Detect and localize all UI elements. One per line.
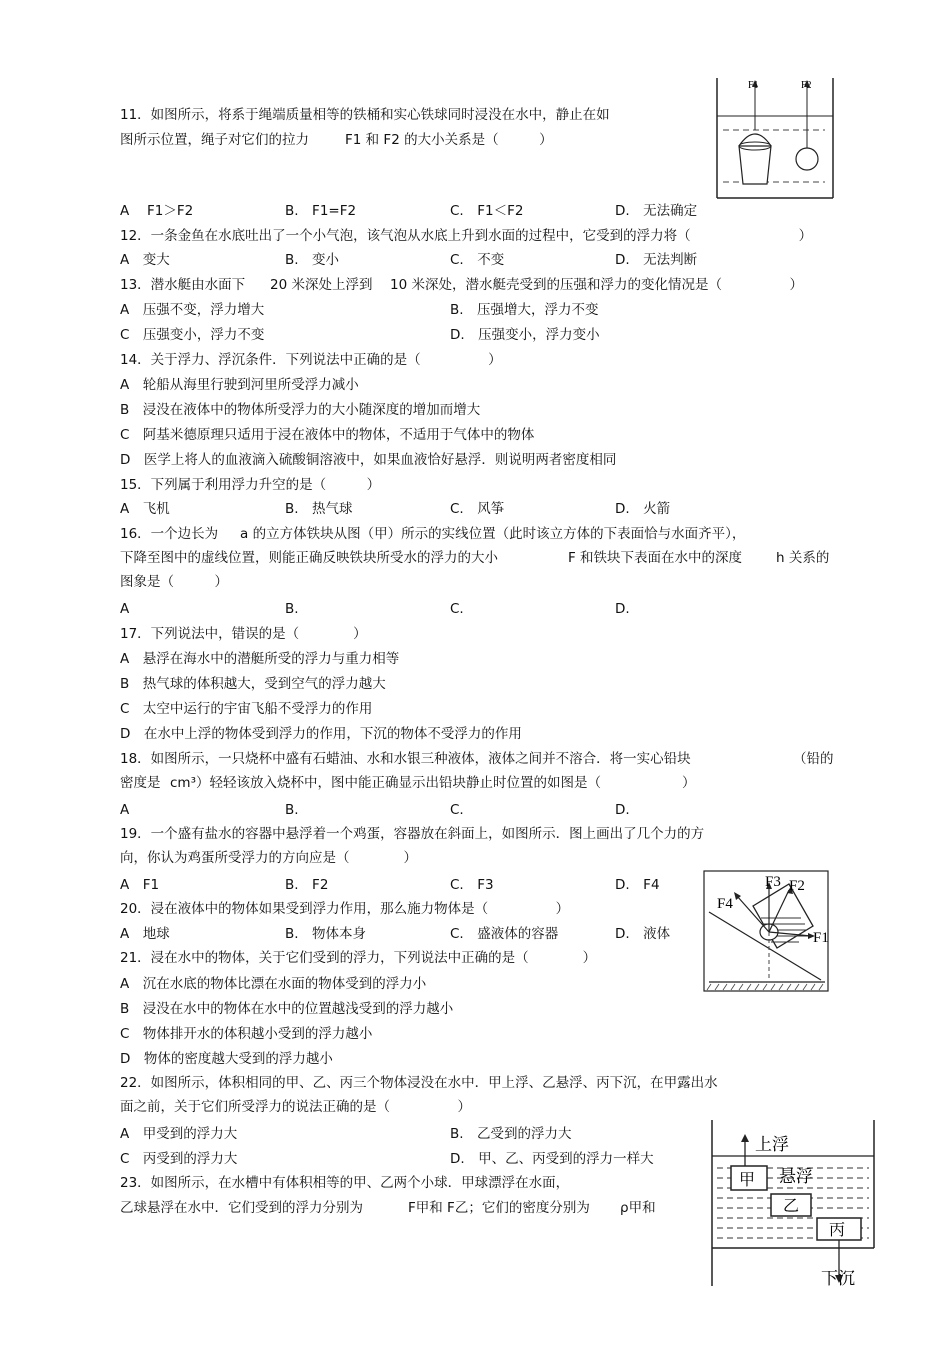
q14-option-a: A 轮船从海里行驶到河里所受浮力减小 — [120, 377, 359, 393]
q22-object-yi-label: 乙 — [783, 1196, 800, 1215]
q22-figure-three-objects-in-water — [709, 1118, 877, 1288]
q18-stem-2a: 密度是 — [120, 775, 161, 791]
q17-option-b: B 热气球的体积越大，受到空气的浮力越大 — [120, 676, 386, 692]
q17-option-c: C 太空中运行的宇宙飞船不受浮力的作用 — [120, 701, 373, 717]
q11-stem-line2a: 图所示位置，绳子对它们的拉力 — [120, 132, 309, 148]
q22-object-jia-label: 甲 — [739, 1170, 756, 1189]
q22-sink-label: 下沉 — [821, 1269, 855, 1288]
q16-stem-2b: F 和铁块下表面在水中的深度 — [568, 550, 743, 566]
q12-option-a: A 变大 — [120, 252, 170, 268]
q22-stem-1: 22．如图所示，体积相同的甲、乙、丙三个物体浸没在水中．甲上浮、乙悬浮、丙下沉，在甲露出水 — [120, 1075, 718, 1091]
q19-f2-label: F2 — [789, 878, 805, 894]
q19-figure-egg-on-incline — [703, 870, 829, 992]
q16-stem-2c: h 关系的 — [776, 550, 830, 566]
q15-stem: 15．下列属于利用浮力升空的是（ ） — [120, 477, 381, 493]
q18-option-c: C. — [450, 802, 464, 818]
q11-option-c: C. F1＜F2 — [450, 203, 524, 219]
q11-figure-bucket-and-ball — [715, 76, 835, 201]
q20-option-a: A 地球 — [120, 926, 170, 942]
q18-option-b: B. — [285, 802, 299, 818]
q11-option-a: A F1＞F2 — [120, 203, 194, 219]
q19-stem-1: 19．一个盛有盐水的容器中悬浮着一个鸡蛋，容器放在斜面上，如图所示．图上画出了几个力的方 — [120, 826, 705, 842]
q19-f1-label: F1 — [813, 930, 829, 946]
q20-stem: 20．浸在液体中的物体如果受到浮力作用，那么施力物体是（ ） — [120, 901, 570, 917]
q13-option-b: B. 压强增大，浮力不变 — [450, 302, 599, 318]
q14-stem: 14．关于浮力、浮沉条件．下列说法中正确的是（ ） — [120, 352, 502, 368]
q16-option-a: A — [120, 601, 130, 617]
q22-option-c: C 丙受到的浮力大 — [120, 1151, 238, 1167]
q19-option-a: A F1 — [120, 877, 160, 893]
q21-option-a: A 沉在水底的物体比漂在水面的物体受到的浮力小 — [120, 976, 427, 992]
q22-object-bing-label: 丙 — [829, 1220, 846, 1239]
q22-suspend-label: 悬浮 — [779, 1167, 813, 1187]
q14-option-c: C 阿基米德原理只适用于浸在液体中的物体，不适用于气体中的物体 — [120, 427, 535, 443]
q18-stem-2b: cm³）轻轻该放入烧杯中，图中能正确显示出铅块静止时位置的如图是（ ） — [170, 775, 696, 791]
q23-stem-2c: ρ甲和 — [620, 1200, 656, 1216]
q20-option-b: B. 物体本身 — [285, 926, 367, 942]
q19-f3-label: F3 — [765, 874, 781, 890]
q11-option-b: B. F1=F2 — [285, 203, 357, 219]
q23-stem-2b: F甲和 F乙；它们的密度分别为 — [408, 1200, 590, 1216]
q22-option-b: B. 乙受到的浮力大 — [450, 1126, 572, 1142]
q19-stem-2: 向，你认为鸡蛋所受浮力的方向应是（ ） — [120, 850, 417, 866]
q15-option-c: C. 风筝 — [450, 501, 505, 517]
q19-option-b: B. F2 — [285, 877, 329, 893]
q11-option-d: D. 无法确定 — [615, 203, 698, 219]
q21-stem: 21．浸在水中的物体，关于它们受到的浮力，下列说法中正确的是（ ） — [120, 950, 597, 966]
q17-option-d: D 在水中上浮的物体受到浮力的作用，下沉的物体不受浮力的作用 — [120, 726, 522, 742]
q13-option-c: C 压强变小，浮力不变 — [120, 327, 265, 343]
q12-option-d: D. 无法判断 — [615, 252, 698, 268]
q13-option-d: D. 压强变小，浮力变小 — [450, 327, 600, 343]
q16-option-d: D. — [615, 601, 630, 617]
q11-f1-label: F1 — [748, 80, 759, 91]
q22-option-a: A 甲受到的浮力大 — [120, 1126, 238, 1142]
q13-stem-b: 20 米深处上浮到 — [270, 277, 373, 293]
q20-option-d: D. 液体 — [615, 926, 671, 942]
q13-stem-c: 10 米深处，潜水艇壳受到的压强和浮力的变化情况是（ ） — [390, 277, 803, 293]
q15-option-a: A 飞机 — [120, 501, 170, 517]
q13-stem-a: 13．潜水艇由水面下 — [120, 277, 246, 293]
q19-f4-label: F4 — [717, 896, 733, 912]
q22-option-d: D. 甲、乙、丙受到的浮力一样大 — [450, 1151, 654, 1167]
q21-option-c: C 物体排开水的体积越小受到的浮力越小 — [120, 1026, 373, 1042]
q15-option-d: D. 火箭 — [615, 501, 671, 517]
q11-f2-label: F2 — [801, 80, 812, 91]
q16-stem-2a: 下降至图中的虚线位置，则能正确反映铁块所受水的浮力的大小 — [120, 550, 498, 566]
q13-option-a: A 压强不变，浮力增大 — [120, 302, 265, 318]
q14-option-d: D 医学上将人的血液滴入硫酸铜溶液中，如果血液恰好悬浮．则说明两者密度相同 — [120, 452, 617, 468]
q23-stem-2a: 乙球悬浮在水中．它们受到的浮力分别为 — [120, 1200, 363, 1216]
q19-option-c: C. F3 — [450, 877, 494, 893]
q12-stem: 12．一条金鱼在水底吐出了一个小气泡，该气泡从水底上升到水面的过程中，它受到的浮力将（ ） — [120, 228, 813, 244]
q18-stem-1a: 18．如图所示，一只烧杯中盛有石蜡油、水和水银三种液体，液体之间并不溶合．将一实心铅块 — [120, 751, 691, 767]
q16-option-b: B. — [285, 601, 299, 617]
q18-option-a: A — [120, 802, 130, 818]
q23-stem-1: 23．如图所示，在水槽中有体积相等的甲、乙两个小球．甲球漂浮在水面， — [120, 1175, 570, 1191]
q17-stem: 17．下列说法中，错误的是（ ） — [120, 626, 367, 642]
q16-stem-1a: 16．一个边长为 — [120, 526, 219, 542]
q17-option-a: A 悬浮在海水中的潜艇所受的浮力与重力相等 — [120, 651, 400, 667]
q22-stem-2: 面之前，关于它们所受浮力的说法正确的是（ ） — [120, 1099, 471, 1115]
q11-stem-line1: 11．如图所示，将系于绳端质量相等的铁桶和实心铁球同时浸没在水中，静止在如 — [120, 107, 610, 123]
q16-stem-3: 图象是（ ） — [120, 574, 228, 590]
q16-option-c: C. — [450, 601, 464, 617]
q12-option-c: C. 不变 — [450, 252, 505, 268]
q15-option-b: B. 热气球 — [285, 501, 353, 517]
q20-option-c: C. 盛液体的容器 — [450, 926, 559, 942]
q19-option-d: D. F4 — [615, 877, 660, 893]
q18-stem-1b: （铅的 — [793, 751, 834, 767]
q16-stem-1b: a 的立方体铁块从图（甲）所示的实线位置（此时该立方体的下表面恰与水面齐平）， — [240, 526, 746, 542]
q11-stem-line2b: F1 和 F2 的大小关系是（ ） — [345, 132, 553, 148]
q21-option-b: B 浸没在水中的物体在水中的位置越浅受到的浮力越小 — [120, 1001, 454, 1017]
q14-option-b: B 浸没在液体中的物体所受浮力的大小随深度的增加而增大 — [120, 402, 481, 418]
q12-option-b: B. 变小 — [285, 252, 340, 268]
q18-option-d: D. — [615, 802, 630, 818]
q21-option-d: D 物体的密度越大受到的浮力越小 — [120, 1051, 333, 1067]
q22-float-up-label: 上浮 — [755, 1135, 789, 1155]
